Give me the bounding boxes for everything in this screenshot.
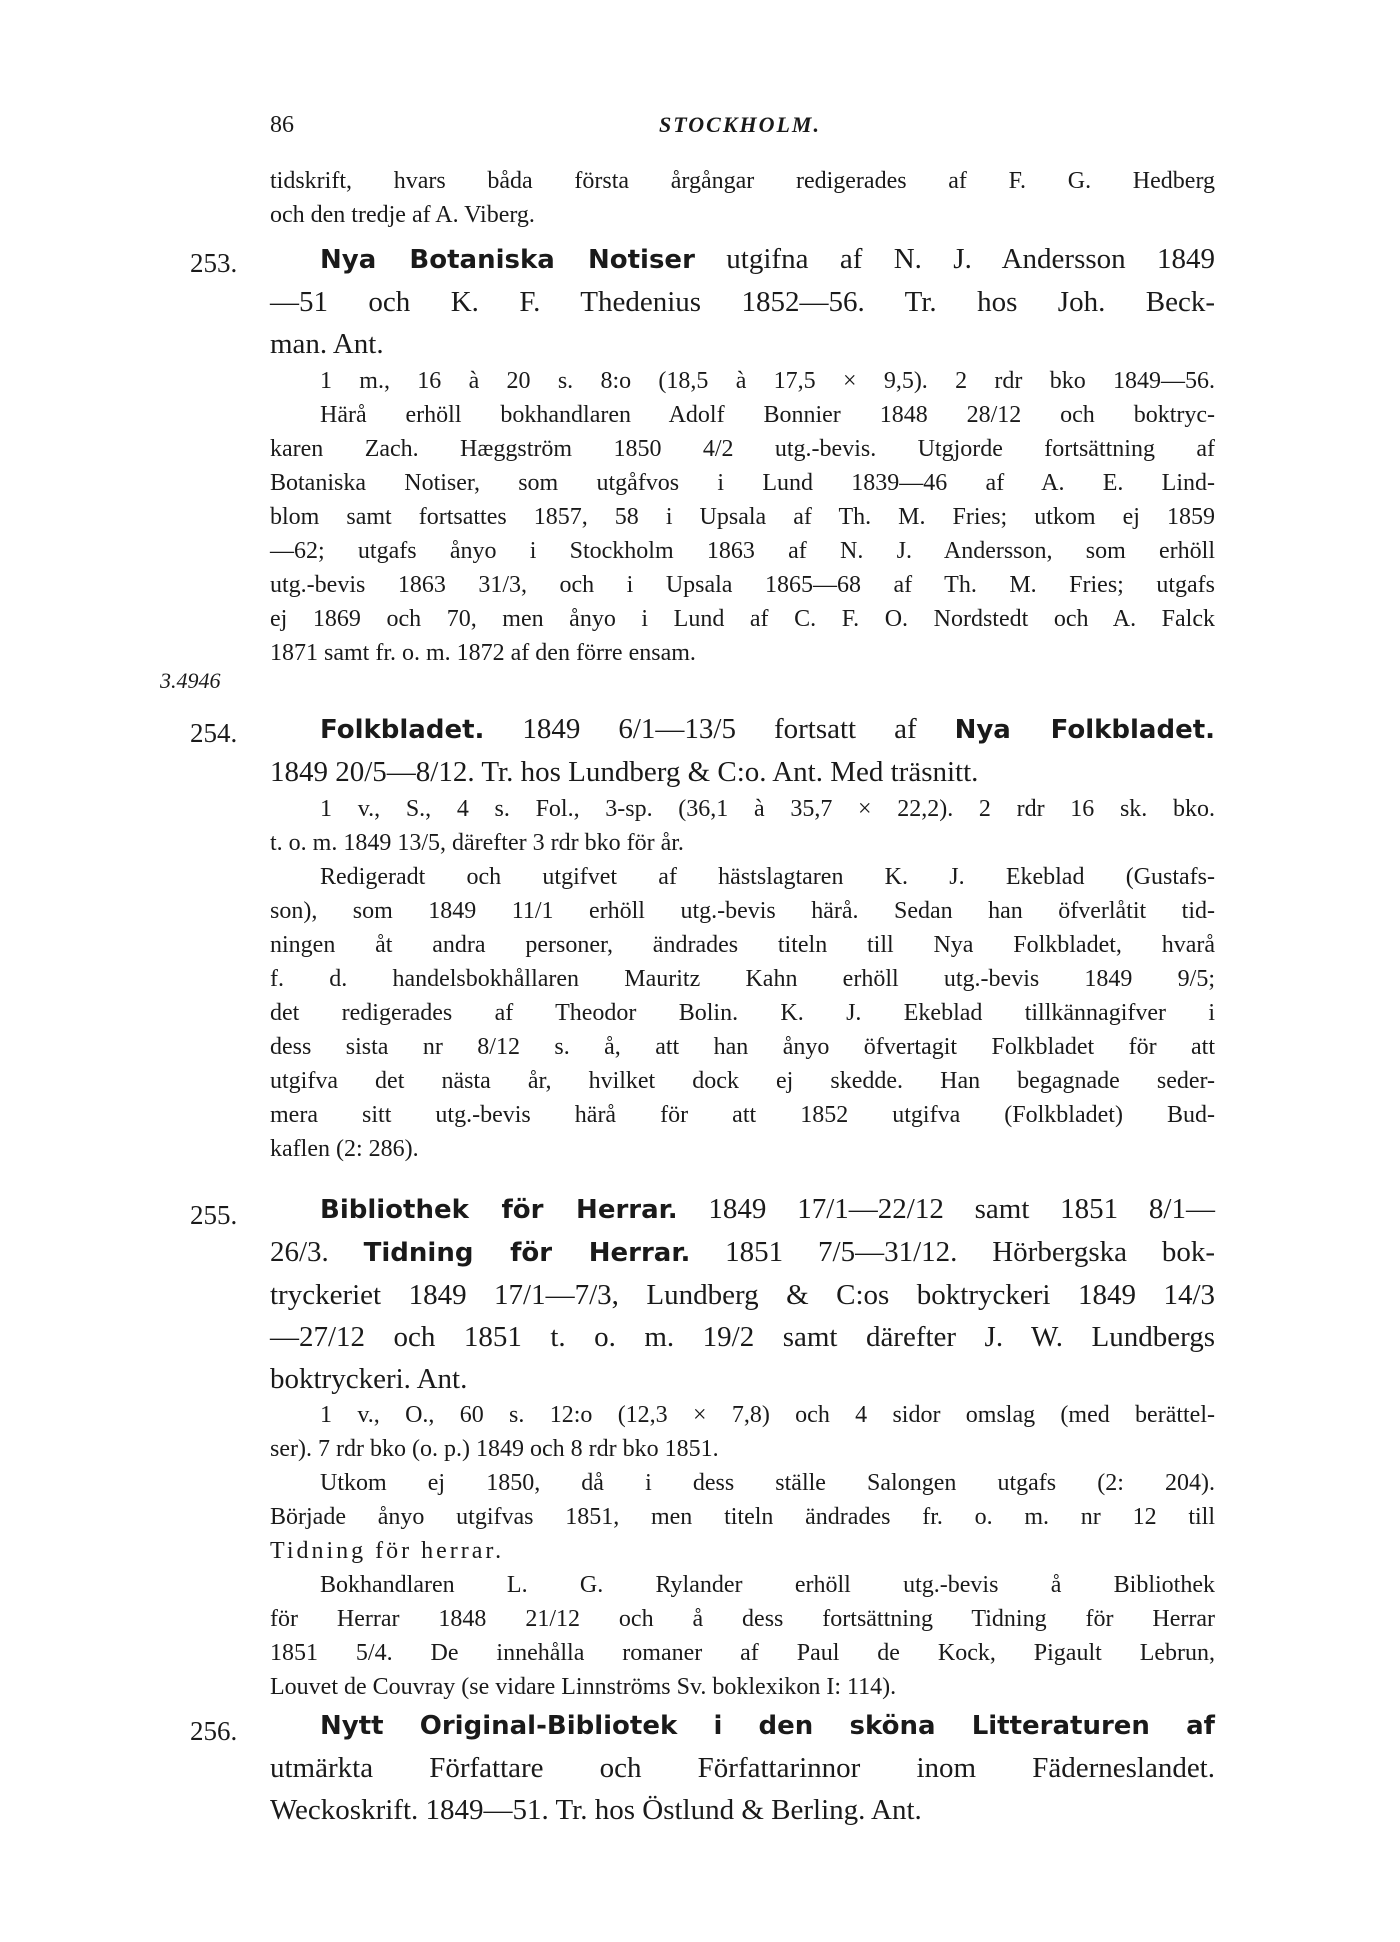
detail-line: ej 1869 och 70, men ånyo i Lund af C. F. O. Nordstedt och A. Falck <box>270 606 1215 632</box>
detail-line: Redigeradt och utgifvet af hästslagtaren K. J. Ekeblad (Gustafs- <box>320 864 1215 890</box>
detail-line: 1871 samt fr. o. m. 1872 af den förre ensam. <box>270 640 696 666</box>
detail-line: Utkom ej 1850, då i dess ställe Salongen utgafs (2: 204). <box>320 1470 1215 1496</box>
entry-title: Nytt Original-Bibliotek i den sköna Litteraturen af <box>320 1711 1215 1741</box>
entry-heading-line: man. Ant. <box>270 328 384 360</box>
detail-line: utgifva det nästa år, hvilket dock ej skedde. Han begagnade seder- <box>270 1068 1215 1094</box>
entry-253-details <box>270 364 1215 670</box>
entry-number: 253. <box>190 248 238 278</box>
entry-number: 255. <box>190 1200 238 1230</box>
detail-line: karen Zach. Hæggström 1850 4/2 utg.-bevis. Utgjorde fortsättning af <box>270 436 1215 462</box>
entry-number: 254. <box>190 718 238 748</box>
running-head: STOCKHOLM. <box>658 112 821 137</box>
detail-line: Härå erhöll bokhandlaren Adolf Bonnier 1848 28/12 och boktryc- <box>320 402 1215 428</box>
page-number: 86 <box>270 112 294 138</box>
detail-line: 1 v., O., 60 s. 12:o (12,3 × 7,8) och 4 sidor omslag (med berättel- <box>320 1402 1215 1428</box>
entry-253-heading <box>270 238 1215 365</box>
entry-heading-line <box>270 1704 1215 1747</box>
detail-line: 1 v., S., 4 s. Fol., 3-sp. (36,1 à 35,7 × 22,2). 2 rdr 16 sk. bko. <box>320 796 1215 822</box>
detail-line: för Herrar 1848 21/12 och å dess fortsättning Tidning för Herrar <box>270 1606 1215 1632</box>
detail-line: t. o. m. 1849 13/5, därefter 3 rdr bko för år. <box>270 830 684 856</box>
detail-line: —62; utgafs ånyo i Stockholm 1863 af N. J. Andersson, som erhöll <box>270 538 1215 564</box>
entry-heading-mid: 1849 6/1—13/5 fortsatt af <box>522 713 917 745</box>
detail-line: det redigerades af Theodor Bolin. K. J. Ekeblad tillkännagifver i <box>270 1000 1215 1026</box>
margin-note: 3.4946 <box>160 668 221 693</box>
entry-title: Nya Botaniska Notiser <box>320 245 695 275</box>
entry-255-heading <box>270 1188 1215 1400</box>
detail-line: Bokhandlaren L. G. Rylander erhöll utg.-bevis å Bibliothek <box>320 1572 1215 1598</box>
entry-heading-rest: 1849 17/1—22/12 samt 1851 8/1— <box>708 1193 1215 1225</box>
entry-heading-line: Weckoskrift. 1849—51. Tr. hos Östlund & Berling. Ant. <box>270 1794 922 1826</box>
detail-line: 1851 5/4. De innehålla romaner af Paul de Kock, Pigault Lebrun, <box>270 1640 1215 1666</box>
entry-heading-line: 1849 20/5—8/12. Tr. hos Lundberg & C:o. Ant. Med träsnitt. <box>270 756 979 788</box>
detail-line: mera sitt utg.-bevis härå för att 1852 utgifva (Folkbladet) Bud- <box>270 1102 1215 1128</box>
detail-line: 1 m., 16 à 20 s. 8:o (18,5 à 17,5 × 9,5). 2 rdr bko 1849—56. <box>320 368 1215 394</box>
entry-title-secondary: Nya Folkbladet. <box>954 715 1216 745</box>
entry-heading-line: boktryckeri. Ant. <box>270 1363 468 1395</box>
text-line: och den tredje af A. Viberg. <box>270 202 535 228</box>
entry-heading-line: tryckeriet 1849 17/1—7/3, Lundberg & C:os boktryckeri 1849 14/3 <box>270 1279 1215 1311</box>
entry-254-heading <box>270 708 1215 793</box>
entry-title: Folkbladet. <box>320 715 485 745</box>
entry-heading-line <box>270 238 1215 281</box>
continuation-text <box>270 164 1215 232</box>
detail-line: blom samt fortsattes 1857, 58 i Upsala af Th. M. Fries; utkom ej 1859 <box>270 504 1215 530</box>
entry-256-heading <box>270 1704 1215 1831</box>
entry-heading-line: —51 och K. F. Thedenius 1852—56. Tr. hos Joh. Beck- <box>270 286 1215 318</box>
entry-heading-date: 26/3. <box>270 1236 329 1268</box>
detail-line: ser). 7 rdr bko (o. p.) 1849 och 8 rdr bko 1851. <box>270 1436 719 1462</box>
entry-heading-rest: 1851 7/5—31/12. Hörbergska bok- <box>725 1236 1215 1268</box>
detail-line: Botaniska Notiser, som utgåfvos i Lund 1839—46 af A. E. Lind- <box>270 470 1215 496</box>
detail-line: f. d. handelsbokhållaren Mauritz Kahn erhöll utg.-bevis 1849 9/5; <box>270 966 1215 992</box>
entry-heading-line: —27/12 och 1851 t. o. m. 19/2 samt därefter J. W. Lundbergs <box>270 1321 1215 1353</box>
detail-line: son), som 1849 11/1 erhöll utg.-bevis härå. Sedan han öfverlåtit tid- <box>270 898 1215 924</box>
entry-heading-line: utmärkta Författare och Författarinnor inom Fäderneslandet. <box>270 1752 1215 1784</box>
text-line: tidskrift, hvars båda första årgångar redigerades af F. G. Hedberg <box>270 168 1215 194</box>
page-header <box>270 112 1210 152</box>
entry-title-secondary: Tidning för Herrar. <box>363 1238 691 1268</box>
entry-heading-line <box>270 708 1215 751</box>
detail-line: Louvet de Couvray (se vidare Linnströms Sv. boklexikon I: 114). <box>270 1674 897 1700</box>
entry-heading-line <box>270 1231 1215 1274</box>
detail-line: dess sista nr 8/12 s. å, att han ånyo öfvertagit Folkbladet för att <box>270 1034 1215 1060</box>
entry-254-details <box>270 792 1215 1166</box>
entry-number: 256. <box>190 1716 238 1746</box>
detail-line: Tidning för herrar. <box>270 1538 505 1564</box>
detail-line: Började ånyo utgifvas 1851, men titeln ändrades fr. o. m. nr 12 till <box>270 1504 1215 1530</box>
entry-title: Bibliothek för Herrar. <box>320 1195 678 1225</box>
detail-line: ningen åt andra personer, ändrades titeln till Nya Folkbladet, hvarå <box>270 932 1215 958</box>
entry-heading-line <box>270 1188 1215 1231</box>
entry-255-details <box>270 1398 1215 1704</box>
entry-heading-rest: utgifna af N. J. Andersson 1849 <box>726 243 1216 275</box>
detail-line: utg.-bevis 1863 31/3, och i Upsala 1865—68 af Th. M. Fries; utgafs <box>270 572 1215 598</box>
detail-line: kaflen (2: 286). <box>270 1136 419 1162</box>
